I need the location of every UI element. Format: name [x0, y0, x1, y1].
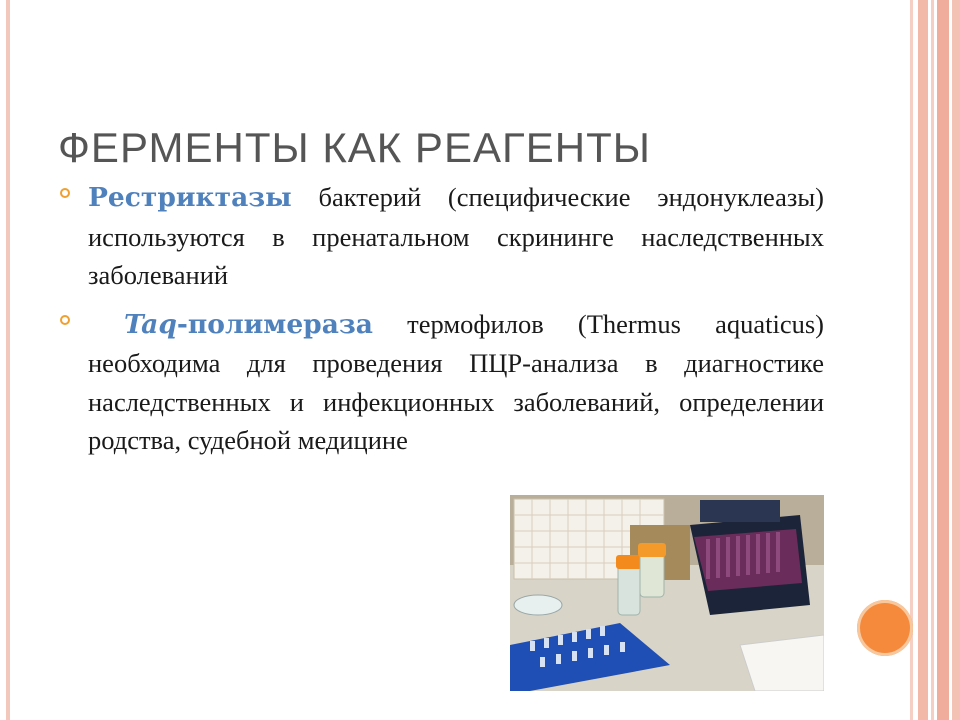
- decor-orange-circle: [857, 600, 913, 656]
- bullet-item-restriction: [60, 178, 824, 295]
- bullet-list: [60, 178, 824, 460]
- term-taq: Taq: [124, 308, 177, 340]
- right-decor-stripes: [910, 0, 960, 720]
- left-frame-line: [6, 0, 10, 720]
- bullet-text: термофилов (Thermus aquaticus) необходима для проведения ПЦР-анализа в диагностике наследственных и инфекционных заболеваний, определении родства, судебной медицине: [88, 308, 824, 455]
- bullet-circle-icon: [60, 188, 70, 198]
- bullet-text: бактерий (специфические эндонуклеазы) используются в пренатальном скрининге наследственных заболеваний: [88, 182, 824, 290]
- term-polymerase: -полимераза: [176, 308, 373, 340]
- bullet-item-taq: [60, 305, 824, 460]
- term-restrictases: Рестриктазы: [88, 182, 292, 213]
- slide-title: ФЕРМЕНТЫ КАК РЕАГЕНТЫ: [58, 124, 651, 172]
- lab-equipment-photo: [510, 495, 824, 691]
- bullet-circle-icon: [60, 315, 70, 325]
